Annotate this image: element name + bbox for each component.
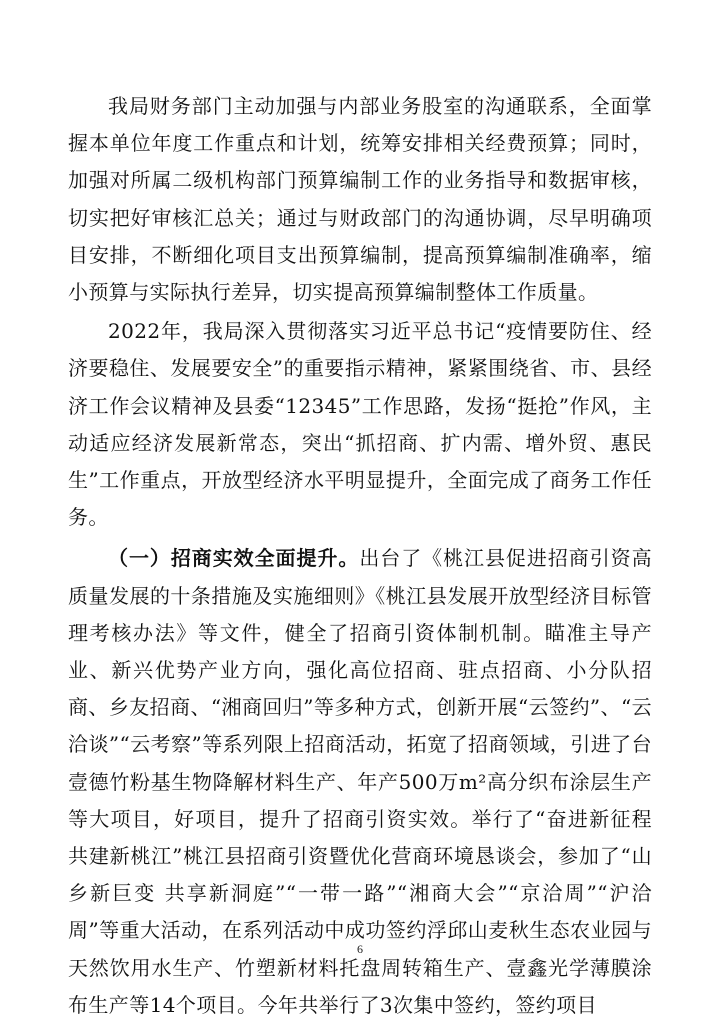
paragraph-budget [68,88,652,311]
document-body [68,88,652,1024]
paragraph-budget-text: 我局财务部门主动加强与内部业务股室的沟通联系，全面掌握本单位年度工作重点和计划，统筹安排相关经费预算；同时，加强对所属二级机构部门预算编制工作的业务指导和数据审核，切实把好审核汇总关；通过与财政部门的沟通协调，尽早明确项目安排，不断细化项目支出预算编制，提高预算编制准确率，缩小预算与实际执行差异，切实提高预算编制整体工作质量。 [68,94,652,305]
page-number: 6 [357,942,363,956]
paragraph-investment-text: 出台了《桃江县促进招商引资高质量发展的十条措施及实施细则》《桃江县发展开放型经济目标管理考核办法》等文件，健全了招商引资体制机制。瞄准主导产业、新兴优势产业方向，强化高位招商、驻点招商、小分队招商、乡友招商、“湘商回归”等多种方式，创新开展“云签约”、“云洽谈”“云考察”等系列限上招商活动，拓宽了招商领域，引进了台壹德竹粉基生物降解材料生产、年产500万m²高分织布涂层生产等大项目，好项目，提升了招商引资实效。举行了“奋进新征程 共建新桃江”桃江县招商引资暨优化营商环境恳谈会，参加了“山乡新巨变 共享新洞庭”“一带一路”“湘商大会”“京洽周”“沪洽周”等重大活动，在系列活动中成功签约浮邱山麦秋生态农业园与天然饮用水生产、竹塑新材料托盘周转箱生产、壹鑫光学薄膜涂布生产等14个项目。今年共举行了3次集中签约，签约项目 [68,546,652,1017]
paragraph-2022-summary [68,313,652,536]
section-heading: （一）招商实效全面提升。 [108,546,360,571]
paragraph-2022-summary-text: 2022年，我局深入贯彻落实习近平总书记“疫情要防住、经济要稳住、发展要安全”的重要指示精神，紧紧围绕省、市、县经济工作会议精神及县委“12345”工作思路，发扬“挺抢”作风，主动适应经济发展新常态，突出“抓招商、扩内需、增外贸、惠民生”工作重点，开放型经济水平明显提升，全面完成了商务工作任务。 [68,319,652,530]
